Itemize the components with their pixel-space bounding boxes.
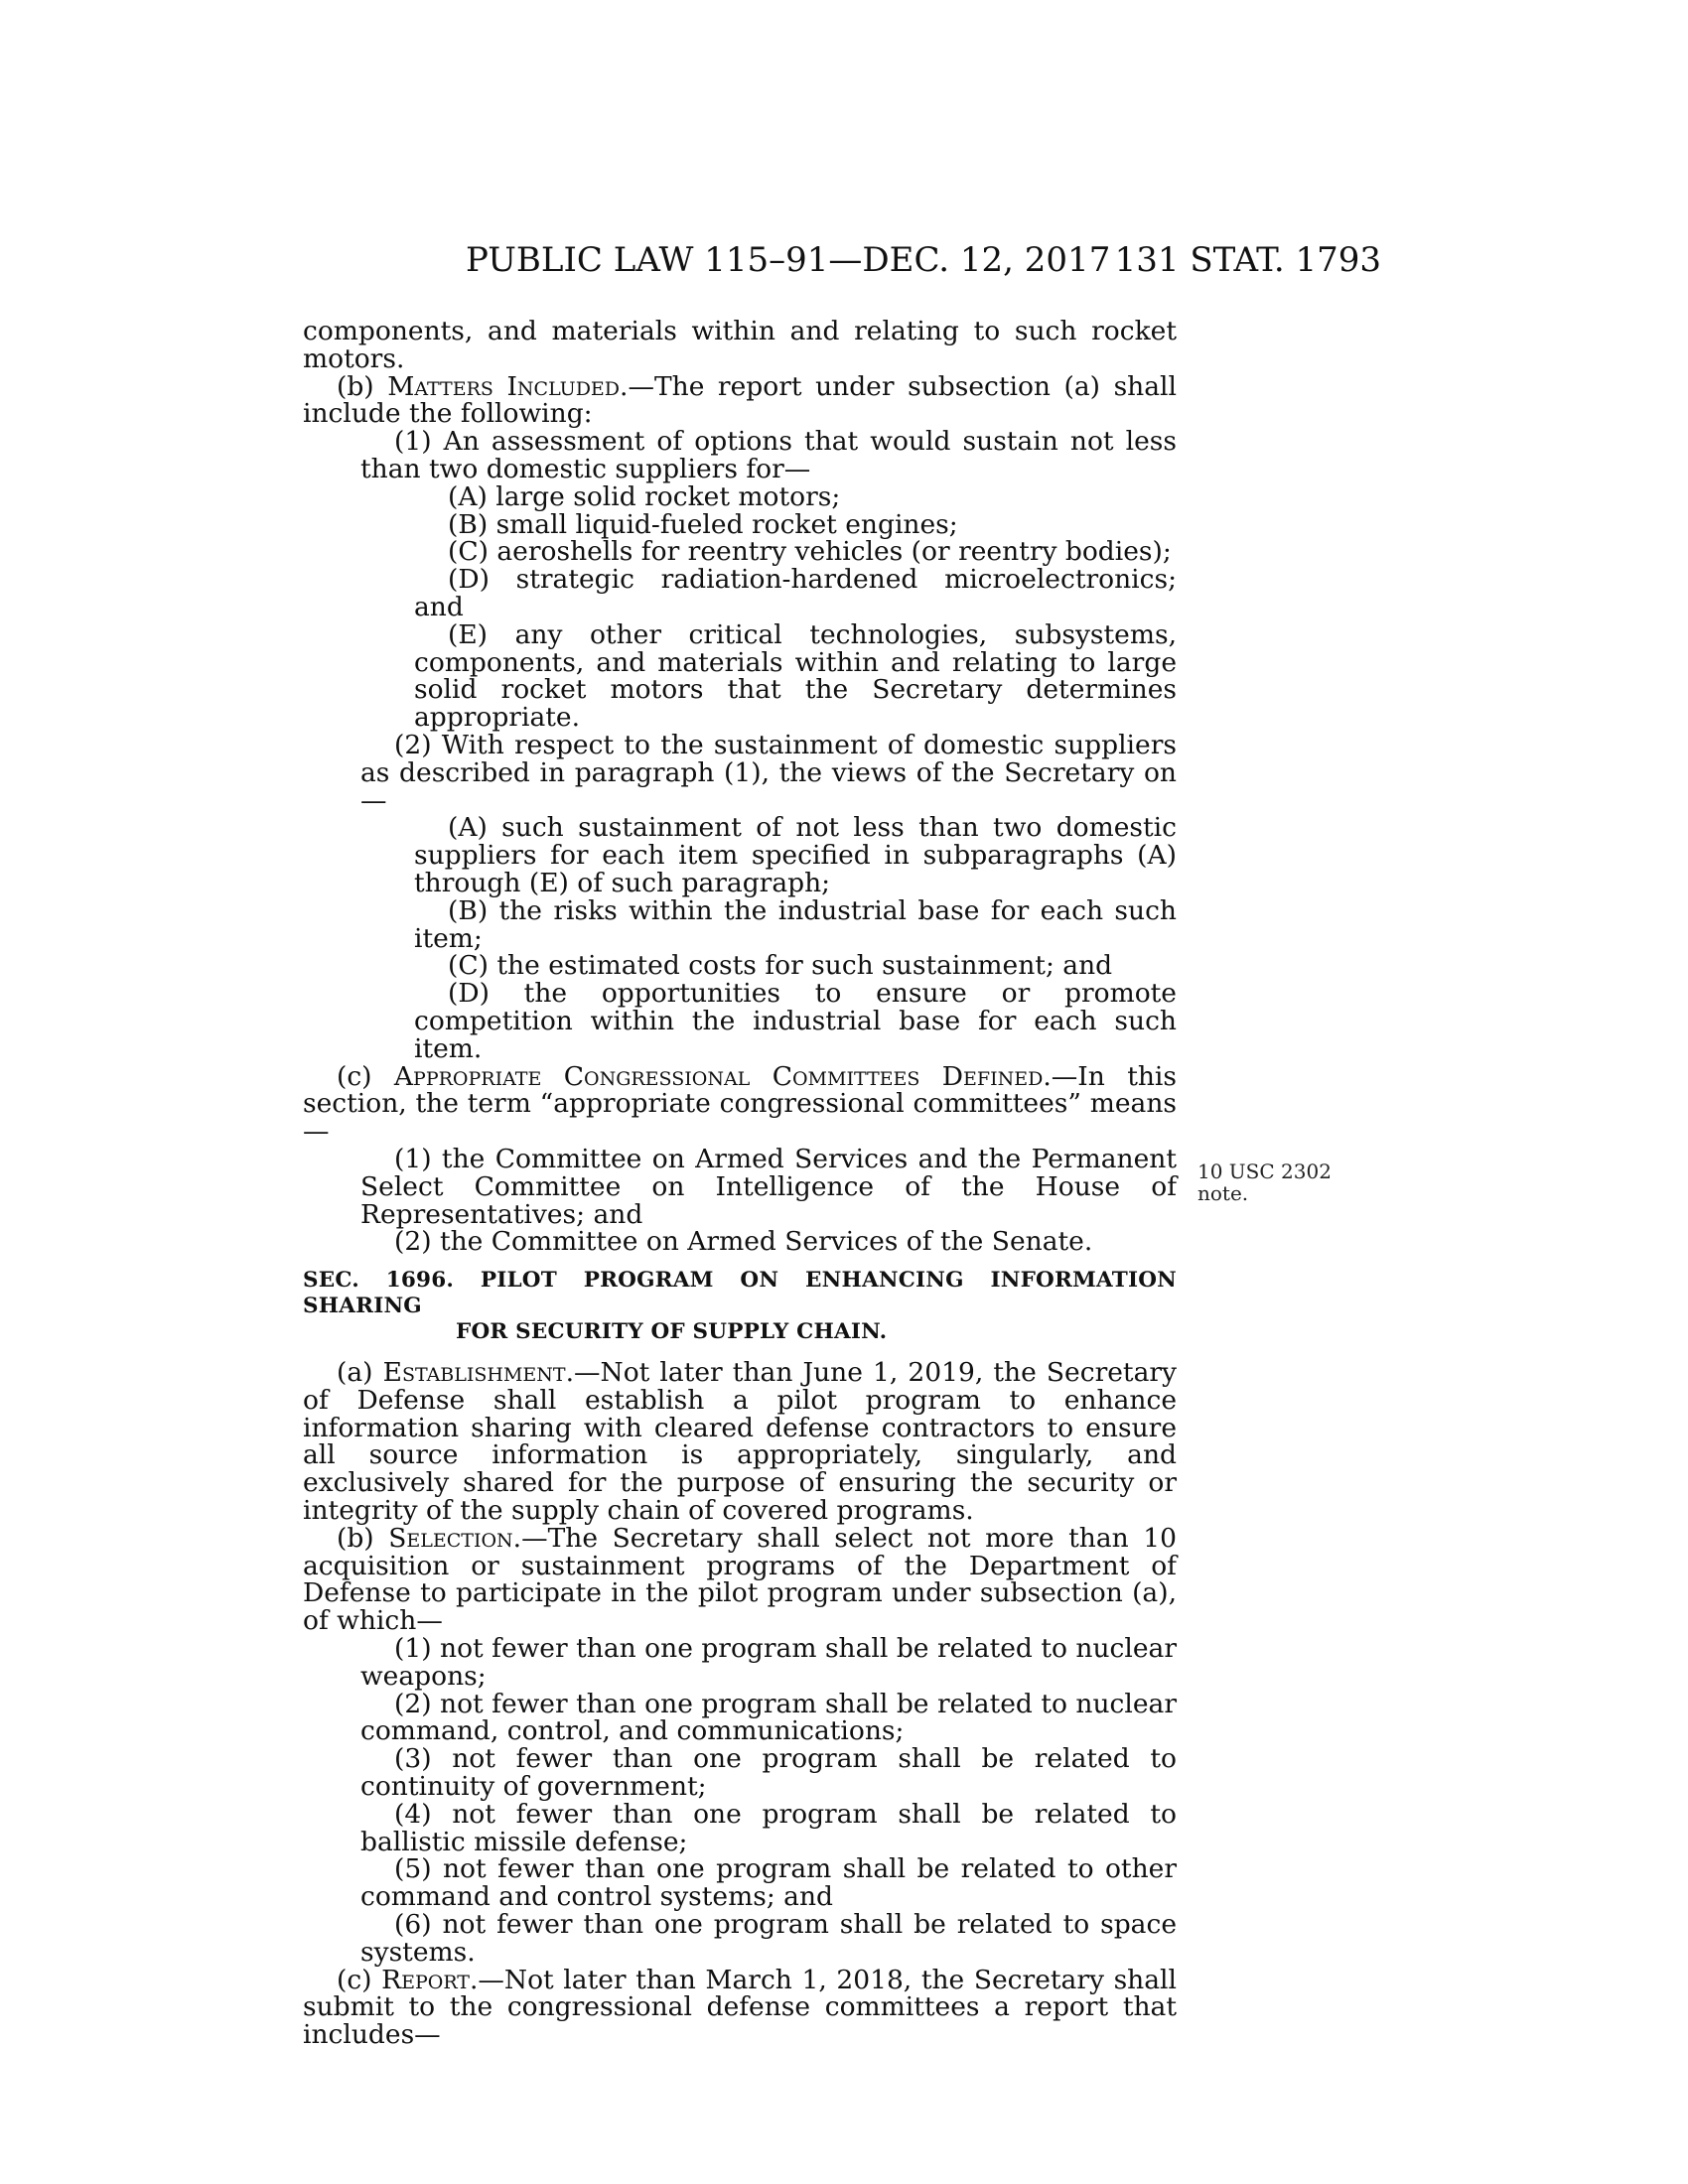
section-subsection-c-number: (c)	[337, 1964, 382, 1995]
paragraph-b1: (1) An assessment of options that would sustain not less than two domestic suppliers for—	[360, 426, 1177, 484]
section-subsection-c-heading: Report	[381, 1964, 470, 1995]
section-subsection-b-heading: Selection	[388, 1522, 513, 1554]
subparagraph-b1A: (A) large solid rocket motors;	[448, 480, 841, 512]
section-subsection-a-heading: Establishment	[382, 1357, 566, 1389]
section-subsection-b-text: .—The Secretary shall select not more than 10 acquisition or sustainment programs of the Department of Defense to participate in the pilot program under subsection (a), of which—	[303, 1522, 1177, 1637]
subsection-b	[303, 370, 1177, 430]
subsection-b-heading: Matters Included	[387, 370, 621, 402]
subparagraph-b2C: (C) the estimated costs for such sustainment; and	[448, 950, 1113, 982]
paragraph-continuation: components, and materials within and relating to such rocket motors.	[303, 316, 1177, 374]
subparagraph-b1D: (D) strategic radiation-hardened microelectronics; and	[414, 564, 1177, 622]
subsection-c-number: (c)	[337, 1060, 394, 1092]
selection-item-3: (3) not fewer than one program shall be related to continuity of government;	[360, 1743, 1177, 1803]
selection-item-2: (2) not fewer than one program shall be related to nuclear command, control, and communications;	[360, 1688, 1177, 1747]
page-header	[466, 240, 1381, 290]
margin-note	[1197, 1160, 1332, 1204]
subsection-b-number: (b)	[337, 370, 388, 402]
subsection-b-text: .—The report under subsection (a) shall include the following:	[303, 370, 1177, 430]
selection-item-5: (5) not fewer than one program shall be related to other command and control systems; and	[360, 1853, 1177, 1913]
law-citation: PUBLIC LAW 115–91—DEC. 12, 2017	[466, 240, 1111, 280]
subparagraph-b1B: (B) small liquid-fueled rocket engines;	[448, 508, 958, 540]
subsection-c-text: .—In this section, the term “appropriate congressional committees” means—	[303, 1060, 1177, 1148]
margin-note-citation: 10 USC 2302	[1197, 1160, 1332, 1183]
section-heading-line2: FOR SECURITY OF SUPPLY CHAIN.	[456, 1319, 888, 1345]
body-text	[303, 318, 1177, 2049]
section-heading	[303, 1268, 1177, 1345]
subparagraph-b1E: (E) any other critical technologies, subsystems, components, and materials within and relating to large solid rocket motors that the Secretary determines appropriate.	[414, 618, 1177, 734]
section-subsection-a-text: .—Not later than June 1, 2019, the Secretary of Defense shall establish a pilot program to enhance information sharing with cleared defense contractors to ensure all source information is appropriately, singularly, and exclusively shared for the purpose of ensuring the security or integrity of the supply chain of covered programs.	[303, 1357, 1178, 1527]
margin-note-label: note.	[1197, 1181, 1249, 1205]
section-subsection-c-text: .—Not later than March 1, 2018, the Secretary shall submit to the congressional defense committees a report that includes—	[303, 1964, 1177, 2051]
paragraph-c1: (1) the Committee on Armed Services and the Permanent Select Committee on Intelligence of the House of Representatives; and	[360, 1143, 1177, 1230]
subparagraph-b2A: (A) such sustainment of not less than two domestic suppliers for each item specified in subparagraphs (A) through (E) of such paragraph;	[414, 812, 1177, 898]
section-subsection-a-number: (a)	[337, 1357, 383, 1389]
paragraph-b2: (2) With respect to the sustainment of domestic suppliers as described in paragraph (1), the views of the Secretary on—	[360, 729, 1177, 816]
section-subsection-b-number: (b)	[337, 1522, 389, 1554]
subparagraph-b2B: (B) the risks within the industrial base for each such item;	[414, 894, 1177, 954]
paragraph-c2: (2) the Committee on Armed Services of the Senate.	[394, 1226, 1093, 1258]
subparagraph-b1C: (C) aeroshells for reentry vehicles (or reentry bodies);	[448, 536, 1172, 568]
selection-item-4: (4) not fewer than one program shall be related to ballistic missile defense;	[360, 1798, 1177, 1857]
section-subsection-c	[303, 1964, 1177, 2051]
statute-page-number: 131 STAT. 1793	[1114, 240, 1381, 280]
section-subsection-a	[303, 1359, 1177, 1525]
subparagraph-b2D: (D) the opportunities to ensure or promote competition within the industrial base for each such item.	[414, 978, 1177, 1064]
section-heading-line1: SEC. 1696. PILOT PROGRAM ON ENHANCING INFORMATION SHARING	[303, 1268, 1177, 1319]
selection-item-6: (6) not fewer than one program shall be related to space systems.	[360, 1909, 1177, 1968]
section-subsection-b	[303, 1522, 1177, 1637]
subsection-c	[303, 1060, 1177, 1148]
subsection-c-heading: Appropriate Congressional Committees Defined	[393, 1060, 1044, 1092]
selection-item-1: (1) not fewer than one program shall be related to nuclear weapons;	[360, 1633, 1177, 1692]
